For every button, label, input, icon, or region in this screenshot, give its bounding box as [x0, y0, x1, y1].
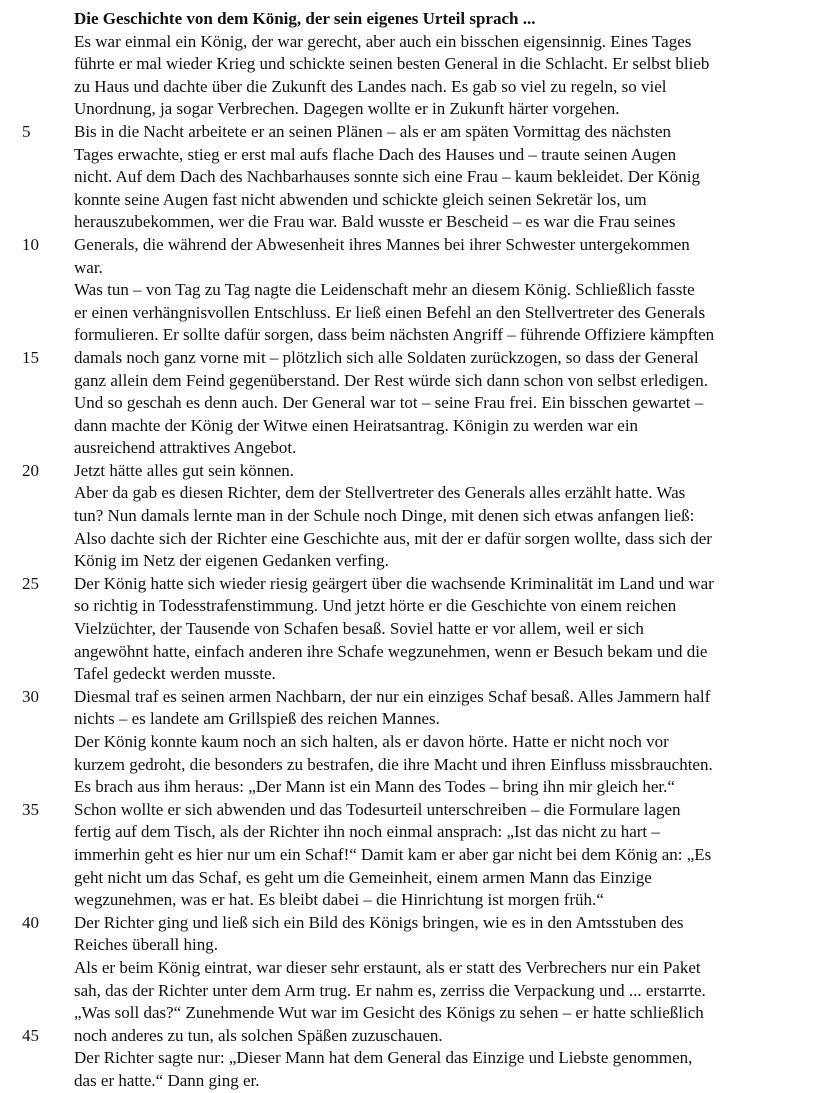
text-line [0, 392, 813, 415]
line-text: Der König konnte kaum noch an sich halten, als er davon hörte. Hatte er nicht noch vor [74, 732, 669, 751]
document-title: Die Geschichte von dem König, der sein eigenes Urteil sprach ... [74, 9, 536, 28]
line-text: damals noch ganz vorne mit – plötzlich sich alle Soldaten zurückzogen, so dass der General [74, 347, 699, 367]
text-line [0, 686, 813, 709]
line-text: herauszubekommen, wer die Frau war. Bald wusste er Bescheid – es war die Frau seines [74, 212, 676, 232]
line-text: dann machte der König der Witwe einen Heiratsantrag. Königin zu werden war ein [74, 415, 639, 435]
line-text: Schon wollte er sich abwenden und das Todesurteil unterschreiben – die Formulare lagen [74, 799, 681, 819]
line-number: 20 [22, 460, 39, 480]
line-text: Aber da gab es diesen Richter, dem der Stellvertreter des Generals alles erzählt hatte. Was [74, 483, 686, 503]
text-line [0, 799, 813, 822]
line-text: Vielzüchter, der Tausende von Schafen besaß. Soviel hatte er vor allem, weil er sich [74, 619, 644, 639]
line-text: ganz allein dem Feind gegenüberstand. Der Rest würde sich dann schon von selbst erledigen. [74, 370, 709, 390]
line-text: so richtig in Todesstrafenstimmung. Und jetzt hörte er die Geschichte von einem reichen [74, 596, 677, 616]
line-text: geht nicht um das Schaf, es geht um die Gemeinheit, einem armen Mann das Einzige [74, 867, 652, 887]
text-line [0, 550, 813, 573]
line-text: angewöhnt hatte, einfach anderen ihre Schafe wegzunehmen, wenn er Besuch bekam und die [74, 641, 708, 661]
line-text: er einen verhängnisvollen Entschluss. Er ließ einen Befehl an den Stellvertreter des Generals [74, 302, 706, 322]
line-number: 35 [22, 799, 39, 819]
line-text: Als er beim König eintrat, war dieser sehr erstaunt, als er statt des Verbrechers nur ein Paket [74, 957, 701, 977]
line-number: 40 [22, 912, 39, 932]
text-line [0, 754, 813, 777]
text-line [0, 889, 813, 912]
line-text: sah, das der Richter unter dem Arm trug. Er nahm es, zerriss die Verpackung und ... erstarrte. [74, 980, 706, 1000]
document-title-line [0, 8, 813, 31]
line-text: Tages erwachte, stieg er erst mal aufs flache Dach des Hauses und – traute seinen Augen [74, 144, 677, 164]
text-line [0, 505, 813, 528]
text-line [0, 980, 813, 1003]
line-text: war. [74, 257, 103, 277]
text-line [0, 821, 813, 844]
line-text: Und so geschah es denn auch. Der General war tot – seine Frau frei. Ein bisschen gewartet – [74, 393, 704, 413]
line-text: wegzunehmen, was er hat. Es bleibt dabei – die Hinrichtung ist morgen früh.“ [74, 890, 604, 910]
text-line [0, 121, 813, 144]
line-text: Also dachte sich der Richter eine Geschichte aus, mit der er dafür sorgen wollte, dass sich der [74, 528, 712, 548]
line-text: Unordnung, ja sogar Verbrechen. Dagegen wollte er in Zukunft härter vorgehen. [74, 99, 620, 119]
line-text: zu Haus und dachte über die Zukunft des Landes nach. Es gab so viel zu regeln, so viel [74, 76, 667, 96]
line-text: führte er mal wieder Krieg und schickte seinen besten General in die Schlacht. Er selbst blieb [74, 54, 710, 74]
line-number: 30 [22, 686, 39, 706]
line-text: Bis in die Nacht arbeitete er an seinen Plänen – als er am späten Vormittag des nächsten [74, 121, 672, 141]
line-text: Reiches überall hing. [74, 935, 218, 955]
line-text: tun? Nun damals lernte man in der Schule noch Dinge, mit denen sich etwas anfangen ließ: [74, 506, 695, 526]
text-line [0, 573, 813, 596]
text-line [0, 708, 813, 731]
line-text: fertig auf dem Tisch, als der Richter ihn noch einmal ansprach: „Ist das nicht zu hart – [74, 822, 660, 842]
line-text: immerhin geht es hier nur um ein Schaf!“ Damit kam er aber gar nicht bei dem König an: „Es [74, 844, 712, 864]
line-text: König im Netz der eigenen Gedanken verfing. [74, 551, 389, 571]
line-text: Jetzt hätte alles gut sein können. [74, 460, 294, 480]
line-text: nichts – es landete am Grillspieß des reichen Mannes. [74, 709, 440, 729]
line-text: noch anderes zu tun, als solchen Späßen zuzuschauen. [74, 1025, 443, 1045]
text-line [0, 1025, 813, 1048]
text-line [0, 347, 813, 370]
text-line [0, 731, 813, 754]
line-number: 10 [22, 234, 39, 254]
text-line [0, 1070, 813, 1093]
text-line [0, 370, 813, 393]
line-number: 25 [22, 573, 39, 593]
line-text: Der Richter ging und ließ sich ein Bild des Königs bringen, wie es in den Amtsstuben des [74, 912, 684, 932]
line-text: Der Richter sagte nur: „Dieser Mann hat dem General das Einzige und Liebste genommen, [74, 1048, 693, 1068]
text-line [0, 595, 813, 618]
text-line [0, 1002, 813, 1025]
text-line [0, 279, 813, 302]
text-line [0, 53, 813, 76]
line-text: Was tun – von Tag zu Tag nagte die Leidenschaft mehr an diesem König. Schließlich fasste [74, 280, 695, 300]
line-number: 5 [22, 121, 31, 141]
line-text: nicht. Auf dem Dach des Nachbarhauses sonnte sich eine Frau – kaum bekleidet. Der König [74, 167, 700, 187]
text-line [0, 211, 813, 234]
text-line [0, 460, 813, 483]
text-line [0, 1047, 813, 1070]
document [0, 8, 813, 1093]
line-text: das er hatte.“ Dann ging er. [74, 1070, 260, 1090]
text-line [0, 302, 813, 325]
line-number: 15 [22, 347, 39, 367]
text-line [0, 31, 813, 54]
text-line [0, 957, 813, 980]
text-line [0, 844, 813, 867]
text-line [0, 144, 813, 167]
line-text: Es war einmal ein König, der war gerecht, aber auch ein bisschen eigensinnig. Eines Tages [74, 31, 692, 51]
text-line [0, 166, 813, 189]
text-line [0, 482, 813, 505]
line-text: konnte seine Augen fast nicht abwenden und schickte gleich seinen Sekretär los, um [74, 189, 647, 209]
text-lines [0, 31, 813, 1093]
text-line [0, 776, 813, 799]
line-text: Generals, die während der Abwesenheit ihres Mannes bei ihrer Schwester untergekommen [74, 234, 690, 254]
text-line [0, 257, 813, 280]
line-text: kurzem gedroht, die besonders zu bestrafen, die ihre Macht und ihren Einfluss missbrauchten. [74, 754, 713, 774]
line-text: formulieren. Er sollte dafür sorgen, dass beim nächsten Angriff – führende Offiziere kämpften [74, 325, 715, 345]
text-line [0, 437, 813, 460]
text-line [0, 528, 813, 551]
text-line [0, 934, 813, 957]
line-number: 45 [22, 1025, 39, 1045]
text-line [0, 663, 813, 686]
text-line [0, 324, 813, 347]
text-line [0, 234, 813, 257]
text-line [0, 912, 813, 935]
line-text: Der König hatte sich wieder riesig geärgert über die wachsende Kriminalität im Land und war [74, 573, 714, 593]
line-text: Tafel gedeckt werden musste. [74, 664, 276, 684]
text-line [0, 98, 813, 121]
line-text: Diesmal traf es seinen armen Nachbarn, der nur ein einziges Schaf besaß. Alles Jammern half [74, 686, 711, 706]
text-line [0, 867, 813, 890]
text-line [0, 618, 813, 641]
text-line [0, 641, 813, 664]
text-line [0, 76, 813, 99]
text-line [0, 415, 813, 438]
text-line [0, 189, 813, 212]
line-text: ausreichend attraktives Angebot. [74, 438, 297, 458]
line-text: Es brach aus ihm heraus: „Der Mann ist ein Mann des Todes – bring ihn mir gleich her.“ [74, 777, 675, 797]
line-text: „Was soll das?“ Zunehmende Wut war im Gesicht des Königs zu sehen – er hatte schließlich [74, 1003, 704, 1023]
